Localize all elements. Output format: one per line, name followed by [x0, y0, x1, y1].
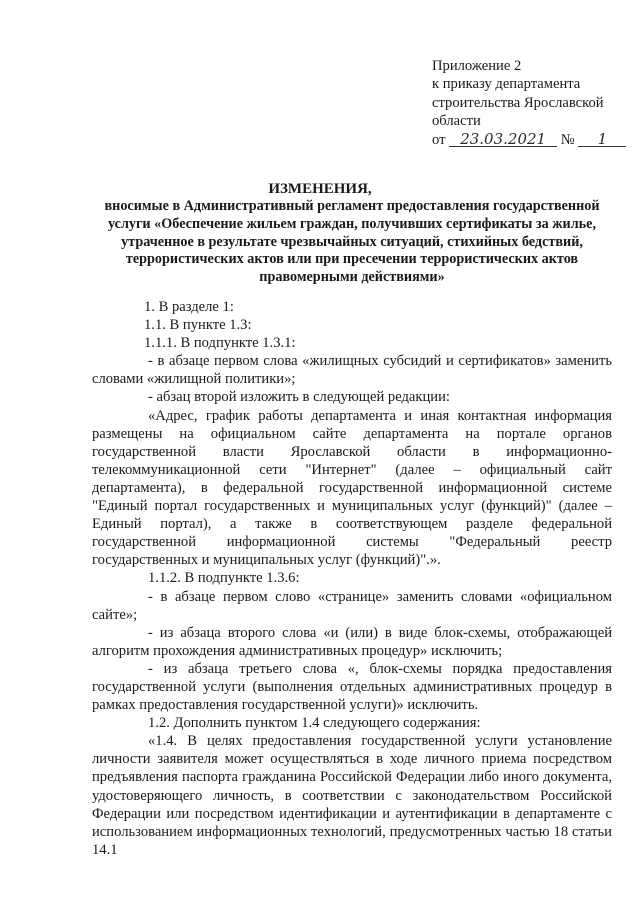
number-prefix: №	[560, 131, 575, 148]
date-prefix: от	[432, 131, 446, 148]
paragraph-item-1-2: 1.2. Дополнить пунктом 1.4 следующего содержания:	[148, 715, 481, 732]
paragraph-quoted-address: «Адрес, график работы департамента и иная контактная информация размещены на официальном сайте департамента на портале органов государственной власти Ярославской области в информационно-телекоммуникационной сети "Интернет" (далее – официальный сайт департамента), в федеральной государственной информационной системе "Единый портал государственных и муниципальных услуг (функций)" (далее – Единый портал), а также в соответствующем разделе федеральной государственной информационной системы "Федеральный реестр государственных и муниципальных услуг (функций)".».	[92, 407, 612, 569]
annex-date-line	[432, 131, 632, 149]
handwritten-number: 1	[578, 132, 626, 147]
paragraph-item-1-4: «1.4. В целях предоставления государственной услуги установление личности заявителя может осуществляться в ходе личного приема посредством предъявления паспорта гражданина Российской Федерации либо иного документа, удостоверяющего личность, в соответствии с законодательством Российской Федерации или посредством идентификации и аутентификации в департаменте с использованием информационных технологий, предусмотренных частью 18 статьи 14.1	[92, 733, 612, 858]
document-subtitle: вносимые в Административный регламент предоставления государственной услуги «Обеспечение жильем граждан, получивших сертификаты за жилье, утраченное в результате чрезвычайных ситуаций, стихийных бедствий, террористических актов или при пресечении террористических актов правомерными действиями»	[104, 198, 600, 286]
document-body	[92, 298, 612, 859]
annex-line-1: Приложение 2	[432, 58, 522, 74]
handwritten-date: 23.03.2021	[449, 132, 557, 147]
paragraph-new-edition: - абзац второй изложить в следующей редакции:	[148, 389, 450, 406]
paragraph-exclude-block-scheme: - из абзаца второго слова «и (или) в виде блок-схемы, отображающей алгоритм прохождения административных процедур» исключить;	[92, 624, 612, 659]
paragraph-replace-page: - в абзаце первом слово «странице» заменить словами «официальном сайте»;	[92, 588, 612, 623]
paragraph-item-1-1-2: 1.1.2. В подпункте 1.3.6:	[148, 570, 300, 587]
annex-block	[432, 57, 632, 149]
annex-line-3: строительства Ярославской	[432, 94, 604, 111]
annex-line-2: к приказу департамента	[432, 76, 581, 93]
paragraph-replace-words: - в абзаце первом слова «жилищных субсидий и сертификатов» заменить словами «жилищной политики»;	[92, 353, 612, 388]
paragraph-section-1: 1. В разделе 1:	[144, 299, 234, 315]
paragraph-exclude-order-scheme: - из абзаца третьего слова «, блок-схемы порядка предоставления государственной услуги (выполнения отдельных административных процедур в рамках предоставления государственной услуги)» исключить.	[92, 660, 612, 714]
paragraph-item-1-1-1: 1.1.1. В подпункте 1.3.1:	[144, 335, 296, 352]
paragraph-item-1-1: 1.1. В пункте 1.3:	[144, 317, 252, 334]
document-title: ИЗМЕНЕНИЯ,	[268, 181, 372, 197]
annex-line-4: области	[432, 113, 481, 130]
